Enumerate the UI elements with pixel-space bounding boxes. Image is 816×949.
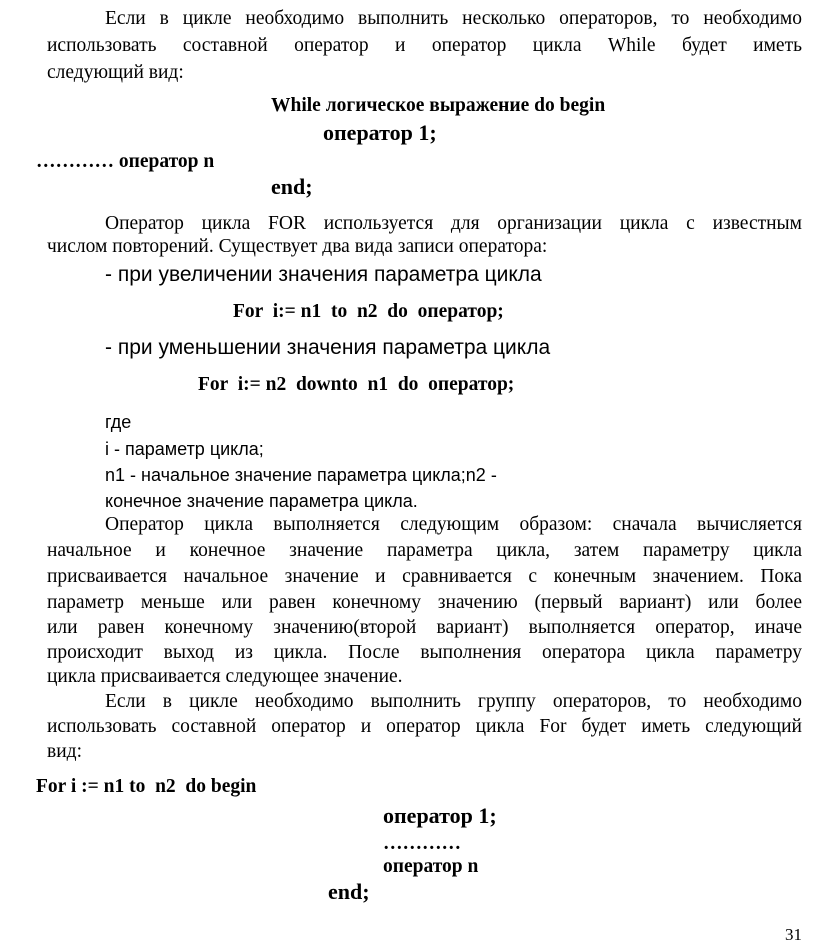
while-code-header: While логическое выражение do begin bbox=[271, 95, 606, 116]
paragraph-line: Если в цикле необходимо выполнить группу операторов, то необходимо bbox=[105, 691, 802, 712]
paragraph-line: использовать составной оператор и оператор цикла While будет иметь bbox=[47, 35, 802, 56]
for-increase-label: - при увеличении значения параметра цикла bbox=[105, 263, 542, 286]
while-code-stmt1: оператор 1; bbox=[323, 120, 437, 145]
for-code-header: For i := n1 to n2 do begin bbox=[36, 776, 257, 797]
paragraph-line: параметр меньше или равен конечному значению (первый вариант) или более bbox=[47, 592, 802, 613]
for-code-end: end; bbox=[328, 879, 370, 904]
paragraph-line: использовать составной оператор и оператор цикла For будет иметь следующий bbox=[47, 716, 802, 737]
for-decrease-label: - при уменьшении значения параметра цикла bbox=[105, 336, 551, 359]
paragraph-line: Если в цикле необходимо выполнить несколько операторов, то необходимо bbox=[105, 8, 802, 29]
where-i-desc: i - параметр цикла; bbox=[105, 439, 264, 459]
for-code-stmt1: оператор 1; bbox=[383, 803, 497, 828]
paragraph-line: цикла присваивается следующее значение. bbox=[47, 666, 403, 687]
for-code-dots: ………… bbox=[383, 833, 461, 854]
paragraph-line: вид: bbox=[47, 741, 82, 762]
paragraph-line: следующий вид: bbox=[47, 62, 184, 83]
paragraph-line: Оператор цикла выполняется следующим образом: сначала вычисляется bbox=[105, 514, 802, 535]
while-code-end: end; bbox=[271, 174, 313, 199]
while-code-stmt-n: ………… оператор n bbox=[36, 151, 215, 172]
paragraph-line: или равен конечному значению(второй вариант) выполняется оператор, иначе bbox=[47, 617, 802, 638]
paragraph-line: происходит выход из цикла. После выполнения оператора цикла параметру bbox=[47, 642, 802, 663]
for-decrease-code: For i:= n2 downto n1 do оператор; bbox=[198, 374, 515, 395]
for-code-stmt-n: оператор n bbox=[383, 856, 479, 877]
paragraph-line: числом повторений. Существует два вида записи оператора: bbox=[47, 236, 548, 257]
where-n2-desc: конечное значение параметра цикла. bbox=[105, 491, 418, 511]
page-number: 31 bbox=[785, 925, 802, 944]
paragraph-line: Оператор цикла FOR используется для организации цикла с известным bbox=[105, 213, 802, 234]
where-n1-desc: n1 - начальное значение параметра цикла;n2 - bbox=[105, 465, 497, 485]
paragraph-line: начальное и конечное значение параметра цикла, затем параметру цикла bbox=[47, 540, 802, 561]
where-label: где bbox=[105, 412, 132, 432]
paragraph-line: присваивается начальное значение и сравнивается с конечным значением. Пока bbox=[47, 566, 802, 587]
for-increase-code: For i:= n1 to n2 do оператор; bbox=[233, 301, 504, 322]
